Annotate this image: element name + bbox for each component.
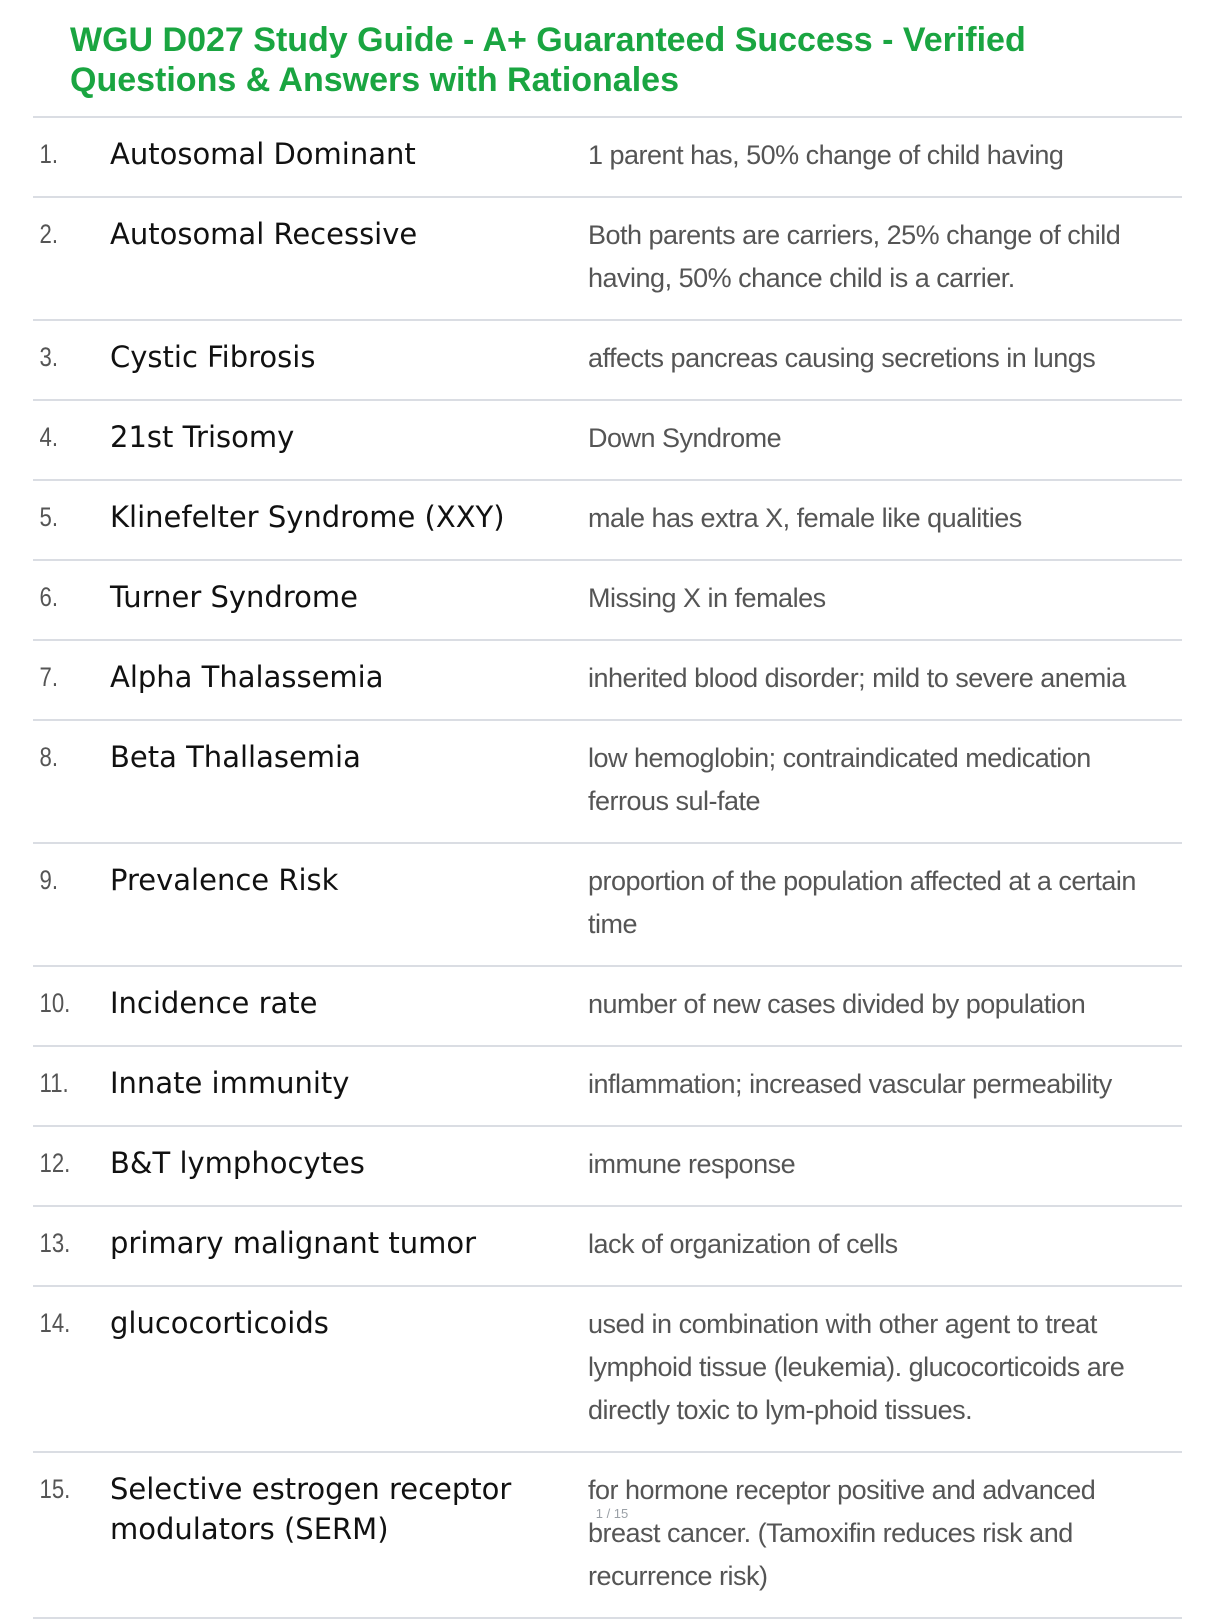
row-number: 2. xyxy=(39,219,59,249)
table-row xyxy=(33,198,1182,321)
table-row xyxy=(33,1453,1182,1619)
row-number: 14. xyxy=(39,1308,71,1338)
row-term: Autosomal Dominant xyxy=(110,137,416,171)
row-number: 3. xyxy=(39,342,59,372)
row-definition: for hormone receptor positive and advanced breast cancer. (Tamoxifin reduces risk and recurrence risk) xyxy=(588,1475,1096,1591)
row-term: glucocorticoids xyxy=(110,1306,329,1340)
row-term: Prevalence Risk xyxy=(110,863,339,897)
row-definition: Down Syndrome xyxy=(588,423,782,453)
row-term: Klinefelter Syndrome (XXY) xyxy=(110,500,505,534)
table-row xyxy=(33,1287,1182,1453)
row-definition: low hemoglobin; contraindicated medication ferrous sul-fate xyxy=(588,743,1091,816)
row-term: Innate immunity xyxy=(110,1066,350,1100)
row-number: 8. xyxy=(39,742,59,772)
table-row xyxy=(33,401,1182,481)
row-definition: inherited blood disorder; mild to severe anemia xyxy=(588,663,1126,693)
row-definition: lack of organization of cells xyxy=(588,1229,898,1259)
row-definition: number of new cases divided by population xyxy=(588,989,1086,1019)
row-term: 21st Trisomy xyxy=(110,420,295,454)
table-row xyxy=(33,118,1182,198)
row-definition: male has extra X, female like qualities xyxy=(588,503,1022,533)
row-number: 1. xyxy=(39,139,59,169)
row-term: Selective estrogen receptor modulators (SERM) xyxy=(110,1472,512,1546)
table-row xyxy=(33,967,1182,1047)
row-number: 6. xyxy=(39,582,59,612)
row-number: 12. xyxy=(39,1148,71,1178)
row-definition: inflammation; increased vascular permeability xyxy=(588,1069,1112,1099)
table-row xyxy=(33,561,1182,641)
row-term: Autosomal Recessive xyxy=(110,217,418,251)
row-definition: 1 parent has, 50% change of child having xyxy=(588,140,1064,170)
table-row xyxy=(33,481,1182,561)
row-term: Turner Syndrome xyxy=(110,580,358,614)
row-number: 4. xyxy=(39,422,59,452)
table-row xyxy=(33,721,1182,844)
row-term: Cystic Fibrosis xyxy=(110,340,316,374)
row-term: Incidence rate xyxy=(110,986,318,1020)
table-row xyxy=(33,1047,1182,1127)
row-definition: Both parents are carriers, 25% change of child having, 50% chance child is a carrier. xyxy=(588,220,1121,293)
table-row xyxy=(33,1207,1182,1287)
table-row xyxy=(33,321,1182,401)
row-number: 11. xyxy=(39,1068,69,1098)
page-indicator: 1 / 15 xyxy=(595,1506,629,1521)
row-definition: affects pancreas causing secretions in lungs xyxy=(588,343,1096,373)
row-number: 9. xyxy=(39,865,59,895)
row-term: Alpha Thalassemia xyxy=(110,660,384,694)
document-title: WGU D027 Study Guide - A+ Guaranteed Success - Verified Questions & Answers with Rationales xyxy=(70,21,1026,99)
table-row xyxy=(33,844,1182,967)
row-number: 15. xyxy=(39,1474,71,1504)
row-definition: immune response xyxy=(588,1149,796,1179)
flashcard-table xyxy=(33,116,1182,1619)
row-number: 10. xyxy=(39,988,71,1018)
row-term: B&T lymphocytes xyxy=(110,1146,365,1180)
row-definition: Missing X in females xyxy=(588,583,826,613)
row-number: 7. xyxy=(39,662,59,692)
row-number: 5. xyxy=(39,502,59,532)
row-definition: used in combination with other agent to treat lymphoid tissue (leukemia). glucocorticoids are directly toxic to lym-phoid tissues. xyxy=(588,1309,1125,1425)
row-definition: proportion of the population affected at a certain time xyxy=(588,866,1136,939)
row-term: Beta Thallasemia xyxy=(110,740,361,774)
row-term: primary malignant tumor xyxy=(110,1226,477,1260)
row-number: 13. xyxy=(39,1228,71,1258)
table-row xyxy=(33,641,1182,721)
table-row xyxy=(33,1127,1182,1207)
